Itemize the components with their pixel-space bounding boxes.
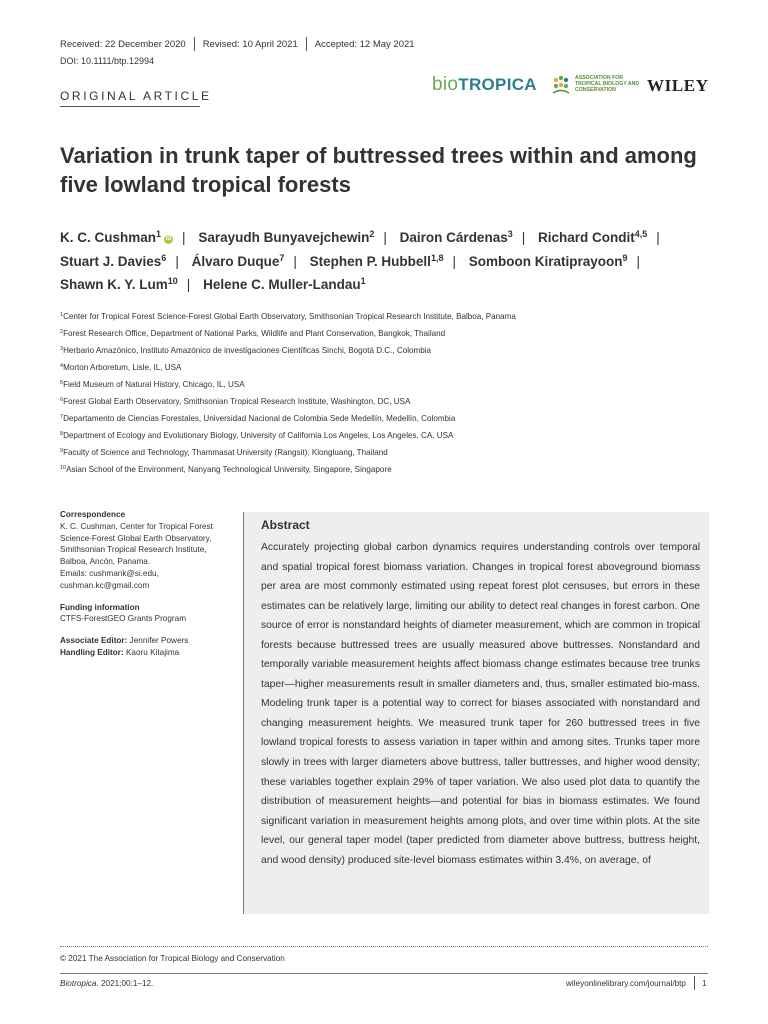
footer-rule: [60, 973, 708, 974]
article-dates: [60, 37, 415, 51]
article-title: Variation in trunk taper of buttressed trees within and among five lowland tropical forests: [60, 143, 697, 197]
atbc-logo-text: ASSOCIATION FOR TROPICAL BIOLOGY AND CONSERVATION: [575, 75, 640, 93]
revised-date: Revised: 10 April 2021: [202, 38, 298, 50]
affiliation: $^{10}$Asian School of the Environment, Nanyang Technological University, Singapore, Singapore: [60, 465, 392, 474]
article-type-underline: [60, 106, 200, 107]
affiliation: $^2$Forest Research Office, Department of National Parks, Wildlife and Plant Conservation, Bangkok, Thailand: [60, 329, 446, 338]
author[interactable]: Stuart J. Davies$^6$: [60, 252, 167, 269]
atbc-logo-icon: [550, 74, 572, 96]
affiliation-list: [60, 311, 720, 481]
abstract-heading: Abstract: [261, 518, 310, 532]
biotropica-logo[interactable]: [432, 74, 537, 96]
handling-editor-label: Handling Editor:: [60, 647, 124, 657]
correspondence-email[interactable]: Emails: cushmank@si.edu,: [60, 568, 159, 578]
correspondence-line: Smithsonian Tropical Research Institute,: [60, 545, 207, 555]
affiliation: $^1$Center for Tropical Forest Science-Forest Global Earth Observatory, Smithsonian Tropical Research Institute, Balboa, Panama: [60, 312, 516, 321]
date-separator: [306, 37, 307, 51]
received-date: Received: 22 December 2020: [60, 38, 186, 50]
author[interactable]: K. C. Cushman$^1$ iD: [60, 229, 172, 245]
associate-editor: Jennifer Powers: [129, 636, 189, 646]
wiley-logo[interactable]: WILEY: [647, 76, 709, 95]
funding-block: [60, 602, 235, 626]
doi[interactable]: DOI: 10.1111/btp.12994: [60, 56, 155, 66]
affiliation: $^8$Department of Ecology and Evolutionary Biology, University of California Los Angeles, Los Angeles, CA, USA: [60, 431, 454, 440]
logo-bio-text: bio: [432, 74, 459, 95]
author[interactable]: Helene C. Muller-Landau$^1$: [203, 276, 366, 292]
correspondence-line: Science-Forest Global Earth Observatory,: [60, 533, 212, 543]
date-separator: [194, 37, 195, 51]
abstract-text: Accurately projecting global carbon dynamics requires understanding controls over temporal and spatial tropical forest biomass variation. Changes in tropical forest aboveground biomass per area are most commonly estimated using repeat forest plot censuses, but errors in these estimates can be relatively large, limiting our ability to detect real changes in forest carbon. One source of error is nonstandard heights of diameter measurement, which are common in tropical forests because buttressed trees are usually measured above buttresses. Nonstandard and temporally variable measurement heights affect biomass change estimates because tree trunks taper—higher measurements result in smaller diameters and, thus, smaller estimated bio-mass. Modeling trunk taper is a potential way to correct for biases associated with nonstandard and changing measurement heights. We measured trunk taper for 260 buttressed trees in five lowland tropical forests to assess variation in taper within and among sites. Trunks taper more slowly in trees with larger diameters above buttress, taller buttresses, and higher wood density; these variables together explain 29% of taper variation. We also used plot data to quantify the distribution of measurement heights—and potential for bias in biomass estimates. We found significant variation in measurement heights among plots, and over time within plots. At the site level, our general taper model (taper predicted from diameter above buttress, buttress height, and wood density) produced site-level biomass estimates within 3.4%, on average, of: [261, 542, 700, 866]
copyright-notice: © 2021 The Association for Tropical Biology and Conservation: [60, 954, 285, 963]
author[interactable]: Sarayudh Bunyavejchewin$^2$: [198, 229, 375, 245]
author[interactable]: Álvaro Duque$^7$: [191, 252, 285, 269]
affiliation: $^7$Departamento de Ciencias Forestales, Universidad Nacional de Colombia Sede Medellín, Medellín, Colombia: [60, 414, 456, 423]
correspondence-line: Balboa, Ancón, Panama.: [60, 557, 151, 567]
journal-name: Biotropica: [60, 979, 97, 988]
correspondence-line: K. C. Cushman, Center for Tropical Forest: [60, 521, 213, 531]
logo-tropica-text: TROPICA: [458, 75, 537, 94]
funding-heading: Funding information: [60, 602, 140, 612]
orcid-icon[interactable]: iD: [165, 236, 172, 242]
journal-citation: [60, 979, 153, 988]
affiliation: $^4$Morton Arboretum, Lisle, IL, USA: [60, 363, 182, 372]
author-list: K. C. Cushman$^1$ iD | Sarayudh Bunyavejchewin$^2$ | Dairon Cárdenas$^3$ | Richard Condit$^{4,5}$ | Stuart J. Davies$^6$ | Álvaro Duque$^7$ | Stephen P. Hubbell$^{1,8}$ | Somboon Kiratiprayoon$^9$ | Shawn K. Y. Lum$^{10}$ | Helene C. Muller-Landau$^1$: [60, 229, 660, 292]
affiliation: $^9$Faculty of Science and Technology, Thammasat University (Rangsit), Klongluang, Thailand: [60, 448, 388, 457]
author[interactable]: Shawn K. Y. Lum$^{10}$: [60, 276, 178, 292]
article-info-sidebar: [60, 509, 235, 659]
author[interactable]: Stephen P. Hubbell$^{1,8}$: [309, 252, 444, 269]
affiliation: $^3$Herbario Amazónico, Instituto Amazónico de investigaciones Científicas Sinchi, Bogotá D.C., Colombia: [60, 346, 432, 355]
affiliation: $^6$Forest Global Earth Observatory, Smithsonian Tropical Research Institute, Washington, DC, USA: [60, 397, 411, 406]
author[interactable]: Somboon Kiratiprayoon$^9$: [468, 252, 628, 269]
associate-editor-label: Associate Editor:: [60, 636, 128, 646]
article-type: ORIGINAL ARTICLE: [60, 89, 212, 103]
accepted-date: Accepted: 12 May 2021: [314, 38, 415, 50]
correspondence-heading: Correspondence: [60, 510, 126, 519]
citation-details: . 2021;00:1–12.: [96, 979, 154, 988]
page-number: 1: [702, 979, 707, 988]
correspondence-block: [60, 509, 235, 592]
page-number-separator: [694, 976, 695, 990]
editors-block: [60, 635, 235, 659]
affiliation: $^5$Field Museum of Natural History, Chicago, IL, USA: [60, 380, 245, 389]
footer-dotted-rule: [60, 946, 708, 947]
author[interactable]: Richard Condit$^{4,5}$: [538, 229, 648, 245]
journal-website-link[interactable]: wileyonlinelibrary.com/journal/btp: [566, 979, 686, 988]
author[interactable]: Dairon Cárdenas$^3$: [399, 229, 513, 245]
correspondence-email[interactable]: cushman.kc@gmail.com: [60, 580, 150, 590]
funding-text: CTFS-ForestGEO Grants Program: [60, 614, 187, 624]
handling-editor: Kaoru Kitajima: [125, 647, 180, 657]
